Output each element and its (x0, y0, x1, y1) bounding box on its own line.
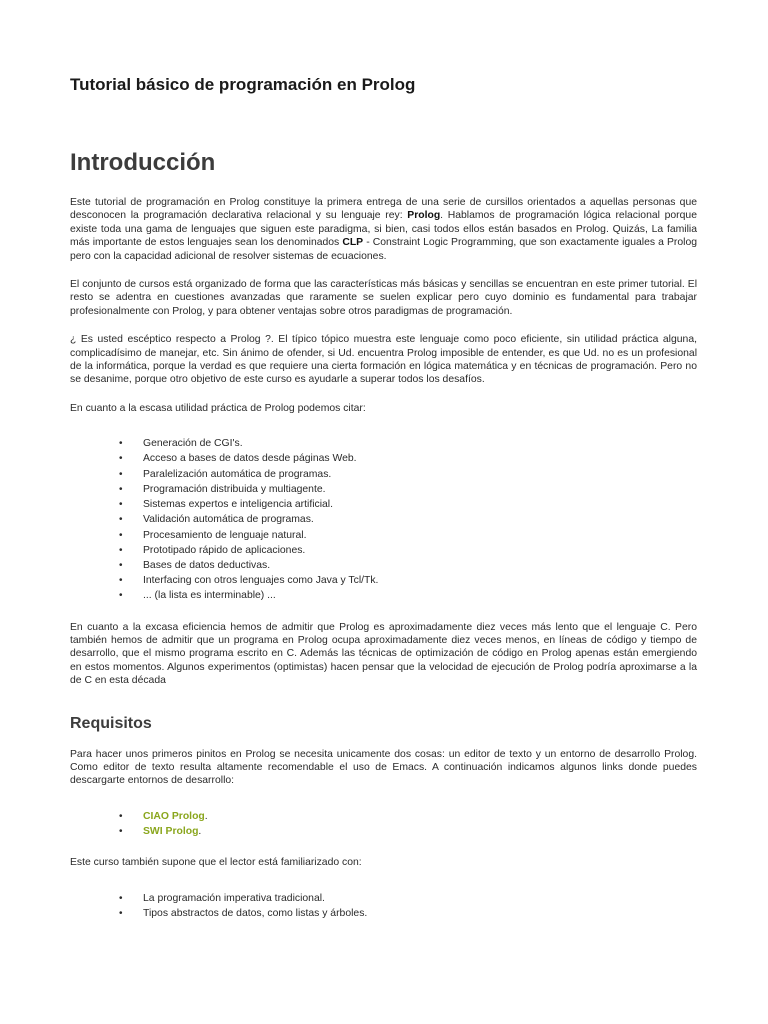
paragraph-intro-text-c: . Hablamos de programación lógica relacional porque existe toda una gama de lenguajes que siguen este paradigma, si bien, casi todos ellos están basados en Prolog. Quizás, La familia más importante de estos lenguajes sean los denominados (70, 210, 697, 249)
list-item: • Generación de CGI's. (143, 436, 697, 451)
paragraph-requisitos: Para hacer unos primeros pinitos en Prolog se necesita unicamente dos cosas: un editor de texto y un entorno de desarrollo Prolog. Como editor de texto resulta altamente recomendable el uso de Emacs. A continuación indicamos algunos links donde puedes descargarte entornos de desarrollo: (70, 748, 697, 787)
paragraph-utilidad: En cuanto a la escasa utilidad práctica de Prolog podemos citar: (70, 402, 366, 414)
paragraph-esceptico: ¿ Es usted escéptico respecto a Prolog ?. El típico tópico muestra este lenguaje como poco eficiente, sin utilidad práctica alguna, complicadísimo de manejar, etc. Sin ánimo de ofender, si Ud. encuentra Prolog imposible de entender, es que Ud. no es un profesional de la informática, porque la verdad es que requiere una cierta formación en lógica matemática y en técnicas de programación. Pero no se desanime, porque otro objetivo de este curso es ayudarle a superar todos los desafíos. (70, 334, 697, 386)
bold-clp: CLP (342, 237, 364, 249)
list-item-swi (143, 824, 697, 839)
list-item: • Tipos abstractos de datos, como listas y árboles. (143, 906, 697, 921)
paragraph-intro-text-d: - Constraint Logic Programming, que son exactamente iguales a Prolog pero con la capacidad adicional de resolver sistemas de ecuaciones. (70, 237, 697, 262)
list-item: • Interfacing con otros lenguajes como Java y Tcl/Tk. (143, 573, 697, 588)
link-ciao-prolog[interactable]: CIAO Prolog (143, 810, 205, 822)
list-item: • Sistemas expertos e inteligencia artificial. (143, 497, 697, 512)
paragraph-intro-text-a: Este tutorial de programación en Prolog constituye la primera entrega de una serie de cursillos orientados a aquellas personas que desconocen la programación declarativa relacional y su lenguaje rey: (70, 197, 697, 222)
uses-list (70, 430, 697, 603)
list-item: • Validación automática de programas. (143, 512, 697, 527)
list-item: • Programación distribuida y multiagente. (143, 482, 697, 497)
paragraph-eficiencia: En cuanto a la excasa eficiencia hemos de admitir que Prolog es aproximadamente diez veces más lento que el lenguaje C. Pero también hemos de admitir que un programa en Prolog ocupa aproximadamente diez veces menos, en líneas de código y tiempo de desarrollo, que el mismo programa escrito en C. Además las técnicas de optimización de código en Prolog apenas están emergiendo en estos momentos. Algunos experimentos (optimistas) hacen pensar que la velocidad de ejecución de Prolog podría aproximarse a la de C en esta década (70, 621, 697, 687)
link-suffix: . (204, 810, 208, 822)
heading-introduccion: Introducción (70, 149, 216, 176)
paragraph-conjunto: El conjunto de cursos está organizado de forma que las características más básicas y sencillas se encuentran en este primer tutorial. El resto se adentra en cuestiones avanzadas que raramente se suelen explicar pero cuyo dominio es fundamental para trabajar profesionalmente con Prolog, y para obtener ventajas sobre otros paradigmas de programación. (70, 279, 697, 317)
list-item: • Procesamiento de lenguaje natural. (143, 528, 697, 543)
paragraph-intro (70, 196, 697, 263)
heading-requisitos: Requisitos (70, 714, 152, 732)
link-swi-prolog[interactable]: SWI Prolog (143, 825, 199, 837)
document-title: Tutorial básico de programación en Prolog (70, 75, 416, 94)
prereqs-list (70, 885, 697, 921)
link-suffix: . (198, 825, 202, 837)
list-item: • Paralelización automática de programas. (143, 467, 697, 482)
links-list (70, 803, 697, 839)
paragraph-familiarizado: Este curso también supone que el lector está familiarizado con: (70, 857, 362, 869)
list-item: • Prototipado rápido de aplicaciones. (143, 543, 697, 558)
bold-prolog: Prolog (407, 210, 441, 222)
list-item-ciao (143, 809, 697, 824)
list-item: • ... (la lista es interminable) ... (143, 588, 697, 603)
list-item: • Bases de datos deductivas. (143, 558, 697, 573)
list-item: • La programación imperativa tradicional. (143, 891, 697, 906)
list-item: • Acceso a bases de datos desde páginas Web. (143, 451, 697, 466)
